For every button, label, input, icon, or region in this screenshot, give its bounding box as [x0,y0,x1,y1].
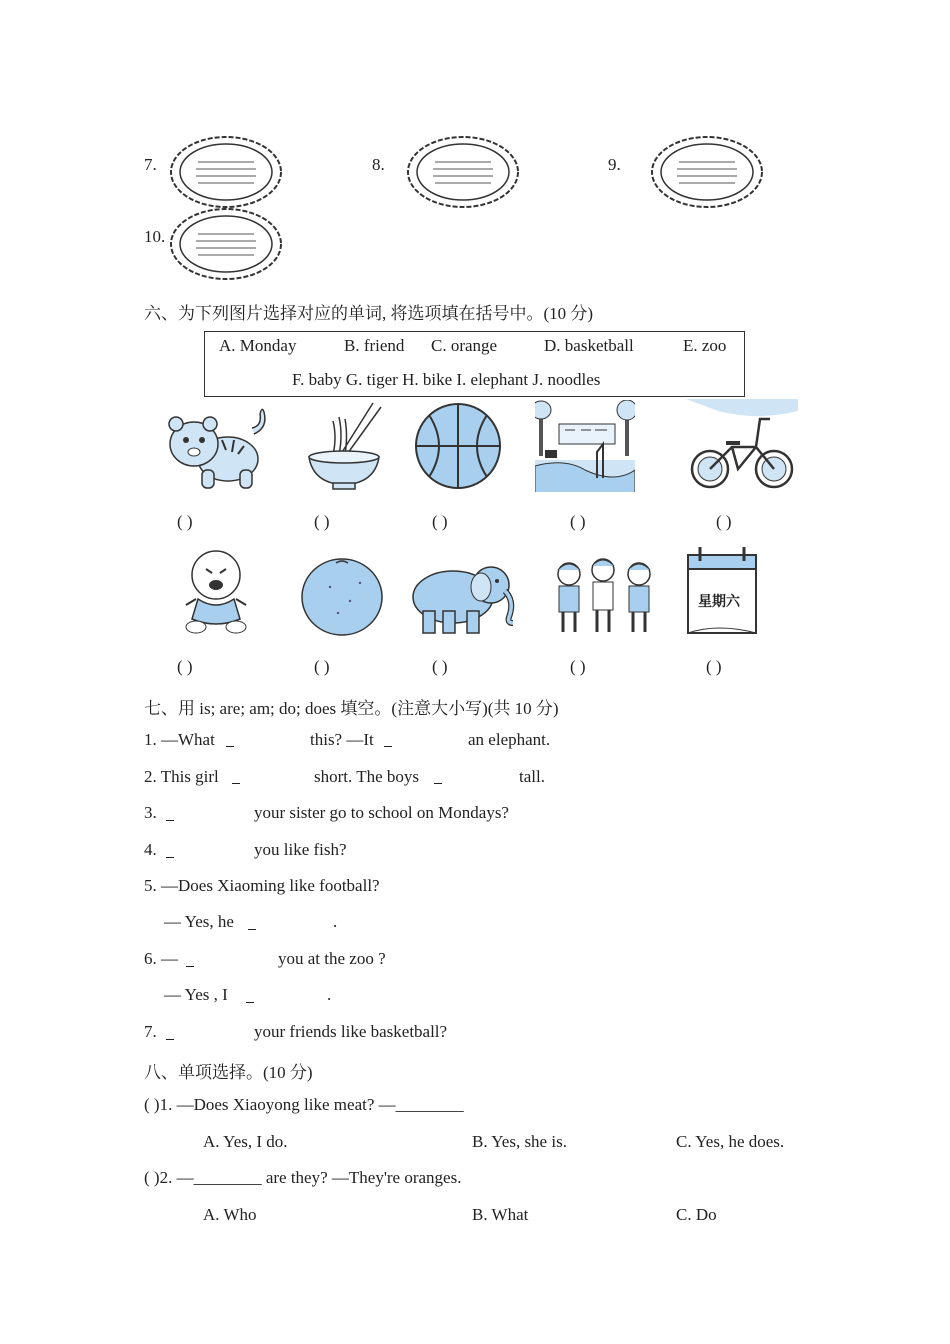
frame-number-7: 7. [144,155,157,174]
q7-6-blank-1[interactable] [186,952,194,967]
q7-6-answer-suffix: . [327,985,332,1004]
q7-5-blank[interactable] [248,915,256,930]
frame-number-10: 10. [144,227,166,246]
answer-paren-4[interactable]: ( ) [570,512,586,531]
q7-5-answer-prefix: — Yes, he [164,912,234,931]
q8-2-question[interactable]: ( )2. —________ are they? —They're oranges. [144,1168,462,1187]
section-7-title: 七、用 is; are; am; do; does 填空。(注意大小写)(共 10 分) [144,699,559,718]
answer-paren-9[interactable]: ( ) [570,657,586,676]
answer-paren-8[interactable]: ( ) [432,657,448,676]
elephant-picture [409,559,521,637]
q8-1-option-b[interactable]: B. Yes, she is. [472,1132,567,1151]
word-options-box [204,331,745,397]
q7-5-question: 5. —Does Xiaoming like football? [144,876,380,895]
calendar-picture [686,545,758,637]
basketball-picture [413,401,503,491]
option-c: C. orange [431,336,498,355]
decorative-frame-9 [649,134,765,210]
decorative-frame-8 [405,134,521,210]
q7-3-text: your sister go to school on Mondays? [254,803,509,822]
answer-paren-3[interactable]: ( ) [432,512,448,531]
options-row-2: F. baby G. tiger H. bike I. elephant J. noodles [292,370,601,389]
answer-paren-10[interactable]: ( ) [706,657,722,676]
q8-1-option-c[interactable]: C. Yes, he does. [676,1132,785,1151]
q8-1-question[interactable]: ( )1. —Does Xiaoyong like meat? —________ [144,1095,464,1114]
q8-1-option-a[interactable]: A. Yes, I do. [203,1132,288,1151]
q7-3-number: 3. [144,803,157,822]
q7-1-prefix: 1. —What [144,730,215,749]
q7-6-question: you at the zoo ? [278,949,386,968]
section-6-title: 六、为下列图片选择对应的单词, 将选项填在括号中。(10 分) [144,304,594,323]
q7-4-number: 4. [144,840,157,859]
q7-7-text: your friends like basketball? [254,1022,448,1041]
q7-6-answer-prefix: — Yes , I [164,985,228,1004]
answer-paren-2[interactable]: ( ) [314,512,330,531]
q7-1-suffix: an elephant. [468,730,551,749]
calendar-text: 星期六 [698,594,740,610]
q8-2-option-a[interactable]: A. Who [203,1205,257,1224]
frame-number-9: 9. [608,155,621,174]
q7-2-prefix: 2. This girl [144,767,219,786]
q7-1-blank-1[interactable] [226,732,234,747]
q7-5-answer-suffix: . [333,912,338,931]
q7-4-text: you like fish? [254,840,347,859]
q7-6-prefix: 6. — [144,949,178,968]
q7-2-middle: short. The boys [314,767,419,786]
tiger-picture [162,404,274,494]
orange-picture [300,557,384,637]
q8-2-option-c[interactable]: C. Do [676,1205,717,1224]
baby-picture [176,545,260,637]
q7-2-suffix: tall. [519,767,545,786]
option-d: D. basketball [544,336,634,355]
q7-1-middle: this? —It [310,730,374,749]
q7-7-number: 7. [144,1022,157,1041]
frame-number-8: 8. [372,155,385,174]
decorative-frame-10 [168,206,284,282]
answer-paren-5[interactable]: ( ) [716,512,732,531]
zoo-picture [535,400,635,492]
q8-2-option-b[interactable]: B. What [472,1205,529,1224]
section-8-title: 八、单项选择。(10 分) [144,1063,313,1082]
option-a: A. Monday [219,336,297,355]
decorative-frame-7 [168,134,284,210]
q7-2-blank-2[interactable] [434,769,442,784]
friends-picture [551,556,659,636]
noodles-picture [303,399,385,493]
q7-3-blank[interactable] [166,806,174,821]
answer-paren-7[interactable]: ( ) [314,657,330,676]
q7-4-blank[interactable] [166,843,174,858]
answer-paren-6[interactable]: ( ) [177,657,193,676]
q7-6-blank-2[interactable] [246,988,254,1003]
q7-1-blank-2[interactable] [384,732,392,747]
option-e: E. zoo [683,336,727,355]
q7-7-blank[interactable] [166,1025,174,1040]
q7-2-blank-1[interactable] [232,769,240,784]
option-b: B. friend [344,336,405,355]
bike-picture [686,399,798,493]
answer-paren-1[interactable]: ( ) [177,512,193,531]
